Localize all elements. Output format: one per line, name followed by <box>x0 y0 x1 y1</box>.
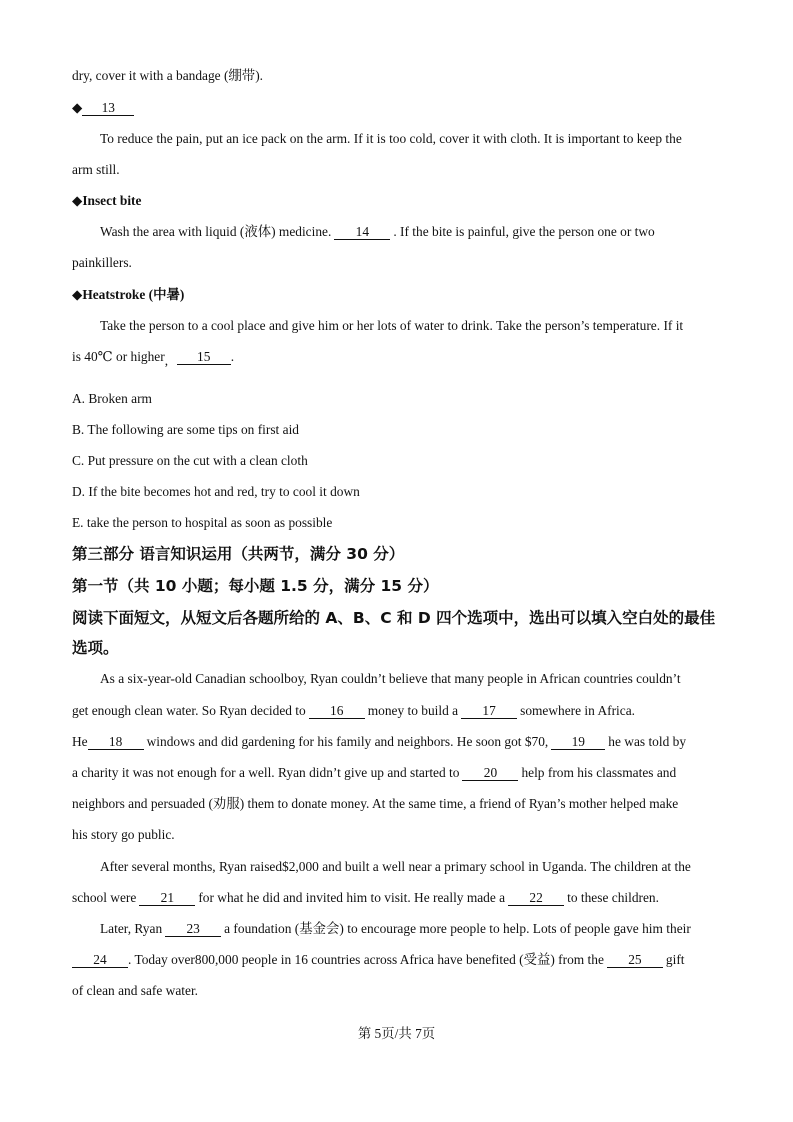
answer-blank-16[interactable]: 16 <box>309 703 365 719</box>
text-line <box>100 858 691 876</box>
diamond-bullet-icon: ◆ <box>72 193 83 208</box>
text-line <box>72 702 635 720</box>
answer-blank-19[interactable]: 19 <box>551 734 605 750</box>
text-line <box>72 951 685 969</box>
insect-bite-heading <box>72 192 141 210</box>
answer-blank-23[interactable]: 23 <box>165 921 221 937</box>
option-text: E. take the person to hospital as soon as possible <box>72 515 333 530</box>
text: school were <box>72 890 137 905</box>
option-b[interactable] <box>72 421 299 439</box>
text-line <box>100 317 683 335</box>
answer-blank-20[interactable]: 20 <box>462 765 518 781</box>
text-line <box>72 889 659 907</box>
text-line <box>72 795 678 813</box>
text: dry, cover it with a bandage (绷带). <box>72 68 263 83</box>
text: help from his classmates and <box>521 765 677 780</box>
text-line <box>72 254 132 272</box>
text: get enough clean water. So Ryan decided to <box>72 703 306 718</box>
diamond-bullet-icon: ◆ <box>72 287 83 302</box>
option-text: A. Broken arm <box>72 391 152 406</box>
text-line <box>72 764 676 782</box>
answer-blank-15[interactable]: 15 <box>177 349 231 365</box>
text-line <box>72 161 120 179</box>
page-number: 第 5页/共 7页 <box>357 1026 436 1041</box>
section-title-part3-sec1: 第一节（共 10 小题；每小题 1.5 分，满分 15 分） <box>72 577 439 595</box>
instructions-line2: 选项。 <box>72 639 119 657</box>
text: He <box>72 734 88 749</box>
text-line <box>100 920 691 938</box>
instructions-line1: 阅读下面短文，从短文后各题所给的 A、B、C 和 D 四个选项中，选出可以填入空白处的最佳 <box>72 609 716 627</box>
text-line <box>100 130 682 148</box>
text: windows and did gardening for his family and neighbors. He soon got $70, <box>146 734 549 749</box>
text: he was told by <box>608 734 687 749</box>
answer-blank-24[interactable]: 24 <box>72 952 128 968</box>
text-line <box>72 348 234 370</box>
text-line <box>72 826 175 844</box>
answer-blank-14[interactable]: 14 <box>334 224 390 240</box>
text: . Today over800,000 people in 16 countries across Africa have benefited (受益) from the <box>128 952 604 967</box>
text-line <box>72 982 198 1000</box>
text-line <box>100 223 655 241</box>
text: a foundation (基金会) to encourage more people to help. Lots of people gave him their <box>224 921 691 936</box>
text: painkillers. <box>72 255 132 270</box>
text-line <box>100 670 681 688</box>
answer-blank-25[interactable]: 25 <box>607 952 663 968</box>
answer-blank-17[interactable]: 17 <box>461 703 517 719</box>
text: arm still. <box>72 162 120 177</box>
option-a[interactable] <box>72 390 152 408</box>
text: is 40℃ or higher <box>72 349 165 364</box>
option-e[interactable] <box>72 514 332 532</box>
text: a charity it was not enough for a well. Ryan didn’t give up and started to <box>72 765 460 780</box>
text: money to build a <box>367 703 459 718</box>
text: Wash the area with liquid (液体) medicine. <box>100 224 332 239</box>
text-line <box>72 67 263 85</box>
heading-text: Insect bite <box>82 193 142 208</box>
text: to these children. <box>567 890 659 905</box>
heatstroke-heading <box>72 286 184 304</box>
diamond-bullet-icon: ◆ <box>72 100 83 115</box>
heading-text: Heatstroke (中暑) <box>82 287 185 302</box>
text: of clean and safe water. <box>72 983 199 998</box>
text-line <box>72 733 686 751</box>
text: somewhere in Africa. <box>520 703 636 718</box>
option-text: C. Put pressure on the cut with a clean cloth <box>72 453 308 468</box>
text: gift <box>665 952 685 967</box>
text: Take the person to a cool place and give him or her lots of water to drink. Take the person’s temperature. If it <box>100 318 684 333</box>
answer-blank-18[interactable]: 18 <box>88 734 144 750</box>
section-title-part3: 第三部分 语言知识运用（共两节，满分 30 分） <box>72 545 405 563</box>
text: neighbors and persuaded (劝服) them to donate money. At the same time, a friend of Ryan’s mother helped make <box>72 796 679 811</box>
option-text: B. The following are some tips on first aid <box>72 422 299 437</box>
text: , <box>164 353 169 368</box>
option-c[interactable] <box>72 452 308 470</box>
text: . <box>230 349 235 364</box>
text: for what he did and invited him to visit. He really made a <box>198 890 506 905</box>
text: his story go public. <box>72 827 175 842</box>
text: . If the bite is painful, give the person one or two <box>393 224 655 239</box>
text: After several months, Ryan raised$2,000 and built a well near a primary school in Uganda. The children at the <box>100 859 691 874</box>
option-text: D. If the bite becomes hot and red, try to cool it down <box>72 484 360 499</box>
answer-blank-13[interactable]: 13 <box>82 100 134 116</box>
answer-blank-21[interactable]: 21 <box>139 890 195 906</box>
option-d[interactable] <box>72 483 360 501</box>
text: To reduce the pain, put an ice pack on the arm. If it is too cold, cover it with cloth. It is important to keep the <box>100 131 682 146</box>
text: As a six-year-old Canadian schoolboy, Ryan couldn’t believe that many people in African countries couldn’t <box>100 671 681 686</box>
text: Later, Ryan <box>100 921 163 936</box>
answer-blank-22[interactable]: 22 <box>508 890 564 906</box>
blank-13-line <box>72 99 134 117</box>
